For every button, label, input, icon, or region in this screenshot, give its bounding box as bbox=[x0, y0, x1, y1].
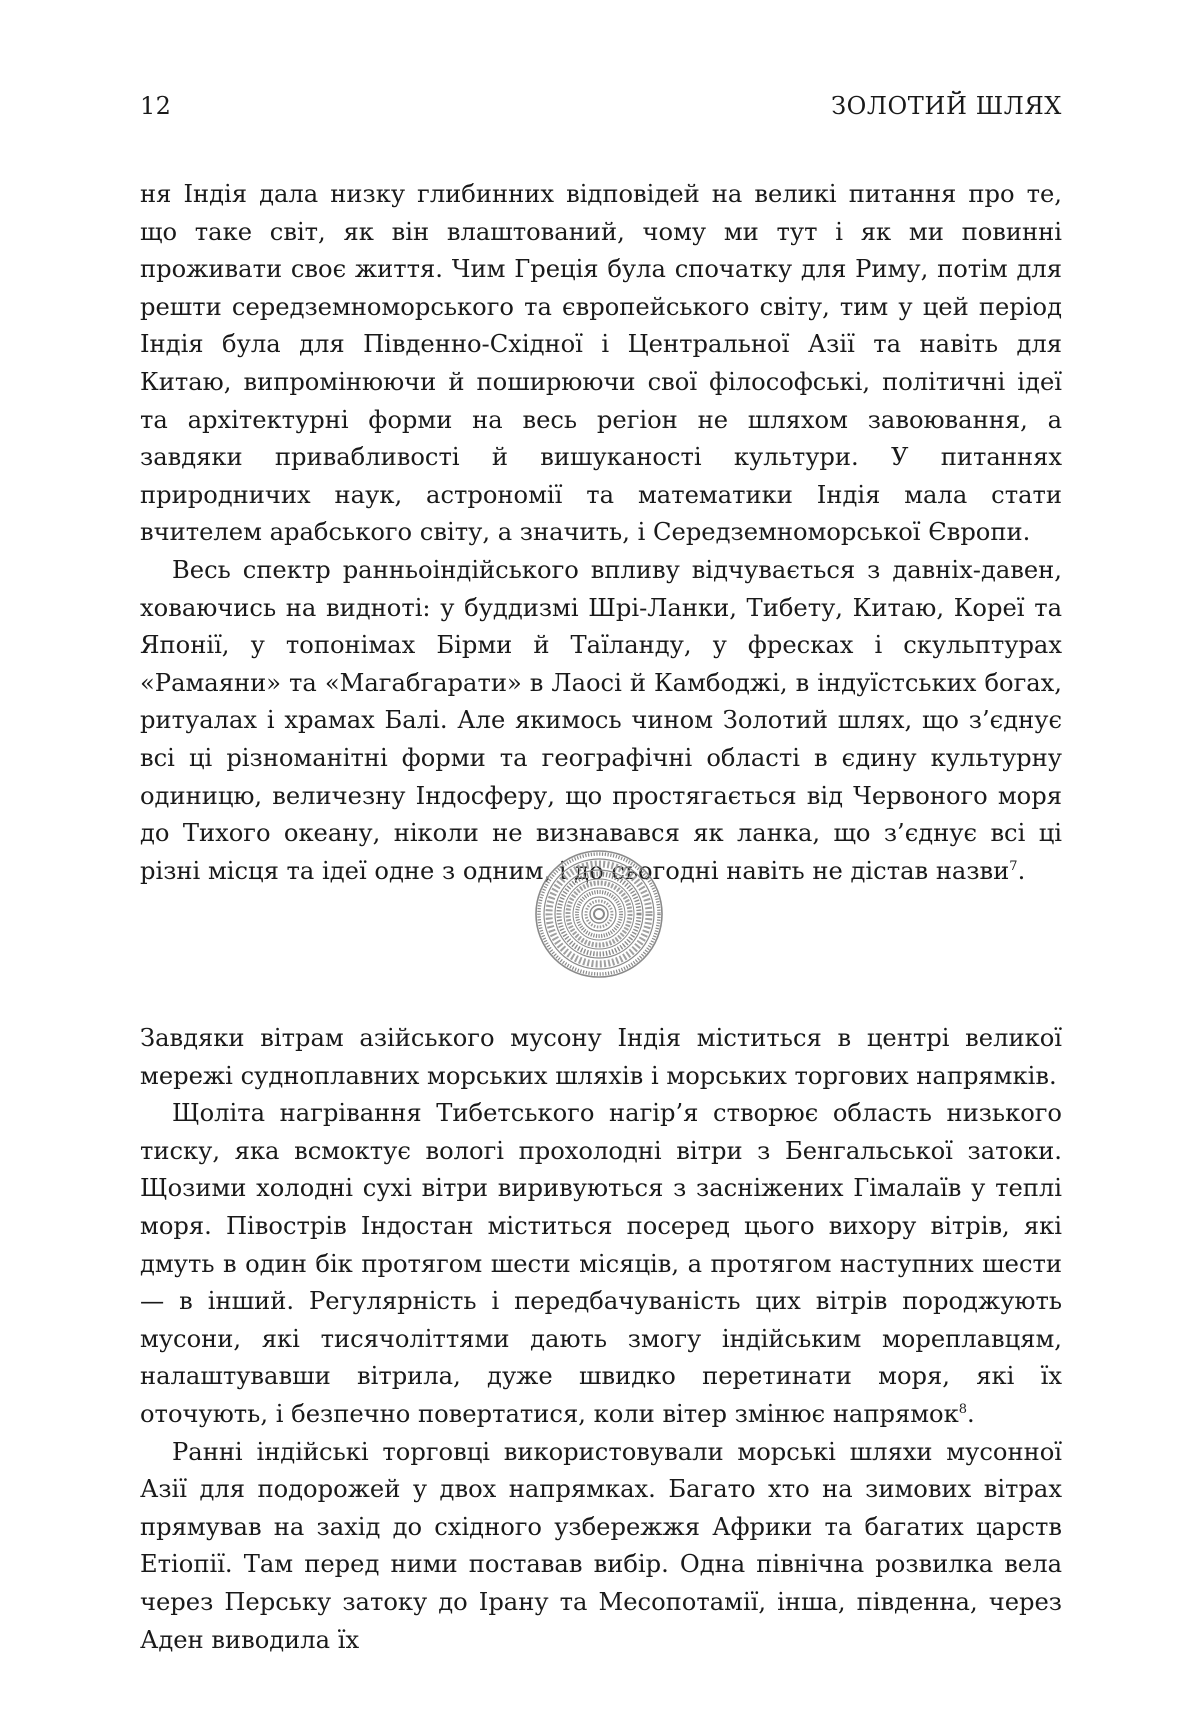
running-title: ЗОЛОТИЙ ШЛЯХ bbox=[831, 92, 1062, 120]
footnote-ref: 7 bbox=[1009, 858, 1018, 874]
paragraph-monsoon-winds bbox=[140, 1095, 1062, 1433]
paragraph-text: Щоліта нагрівання Тибетського нагір’я створює область низького тиску, яка всмоктує вологі прохолодні вітри з Бенгальської затоки. Щозими холодні сухі вітри виривуються з засніжених Гімалаїв у теплі моря. Півострів Індостан міститься посеред цього вихору вітрів, які дмуть в один бік протягом шести місяців, а протягом наступних шести — в інший. Регулярність і передбачуваність цих вітрів породжують мусони, які тисячоліттями дають змогу індійським мореплавцям, налаштувавши вітрила, дуже швидко перетинати моря, які їх оточують, і безпечно повертатися, коли вітер змінює напрямок bbox=[140, 1099, 1062, 1428]
paragraph-end: . bbox=[1017, 856, 1026, 885]
paragraph-end: . bbox=[967, 1399, 975, 1428]
mandala-icon bbox=[533, 848, 665, 980]
paragraph-text: Весь спектр ранньоіндійського впливу відчувається з давніх-давен, ховаючись на видноті: у буддизмі Шрі-Ланки, Тибету, Китаю, Кореї та Японії, у топонімах Бірми й Таїланду, у фресках і скульптурах «Рамаяни» та «Магабгарати» в Лаосі й Камбоджі, в індуїстських богах, ритуалах і храмах Балі. Але якимось чином Золотий шлях, що з’єднує всі ці різноманітні форми та географічні області в єдину культурну одиницю, величезну Індосферу, що простягається від Червоного моря до Тихого океану, ніколи не визнавався як ланка, що з’єднує всі ці різні місця та ідеї одне з одним, і до сьогодні навіть не дістав назви bbox=[140, 555, 1062, 885]
text-section-2 bbox=[140, 1020, 1062, 1659]
paragraph-traders: Ранні індійські торговці використовували морські шляхи мусонної Азії для подорожей у двох напрямках. Багато хто на зимових вітрах прямував на захід до східного узбережжя Африки та багатих царств Етіопії. Там перед ними поставав вибір. Одна північна розвилка вела через Перську затоку до Ірану та Месопотамії, інша, південна, через Аден виводила їх bbox=[140, 1437, 1062, 1654]
page-number: 12 bbox=[140, 92, 172, 120]
paragraph-monsoon-intro: Завдяки вітрам азійського мусону Індія міститься в центрі великої мережі судноплавних морських шляхів і морських торгових напрямків. bbox=[140, 1024, 1062, 1090]
paragraph-continued: ня Індія дала низку глибинних відповідей на великі питання про те, що таке світ, як він влаштований, чому ми тут і як ми повинні проживати своє життя. Чим Греція була спочатку для Риму, потім для решти середземноморського та європейського світу, тим у цей період Індія була для Південно-Східної і Центральної Азії та навіть для Китаю, випромінюючи й поширюючи свої філософські, політичні ідеї та архітектурні форми на весь регіон не шляхом завоювання, а завдяки привабливості й вишуканості культури. У питаннях природничих наук, астрономії та математики Індія мала стати вчителем арабського світу, а значить, і Середземноморської Європи. bbox=[140, 180, 1062, 547]
page-header bbox=[140, 92, 1062, 120]
text-section-1 bbox=[140, 176, 1062, 890]
footnote-ref: 8 bbox=[958, 1401, 967, 1417]
paragraph-indosphere bbox=[140, 552, 1062, 890]
